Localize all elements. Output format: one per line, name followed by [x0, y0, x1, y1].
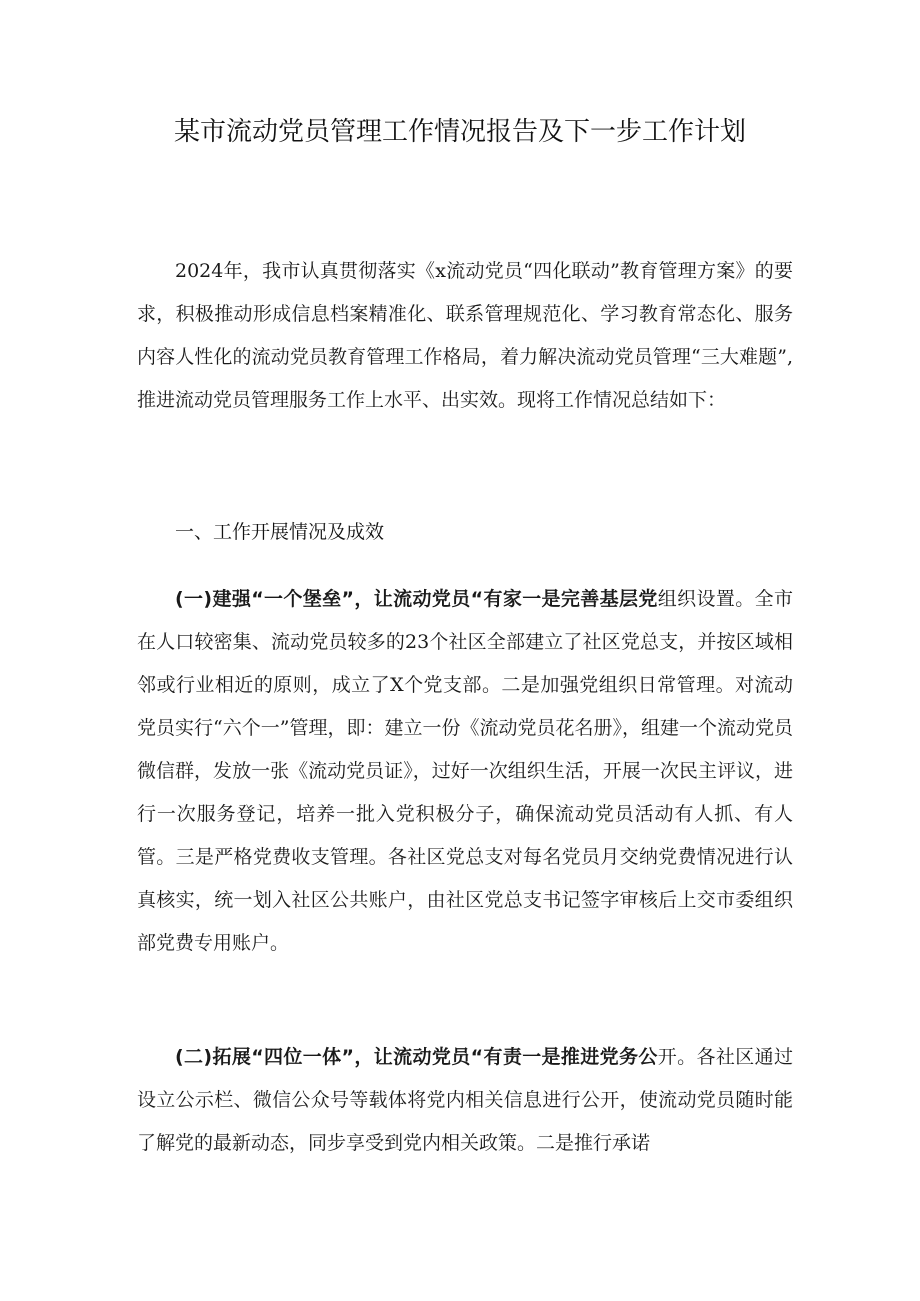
subsection-1-body: 组织设置。全市在人口较密集、流动党员较多的23个社区全部建立了社区党总支，并按区域相邻或行业相近的原则，成立了X个党支部。二是加强党组织日常管理。对流动党员实行“六个一”管理，即：建立一份《流动党员花名册》，组建一个流动党员微信群，发放一张《流动党员证》，过好一次组织生活，开展一次民主评议，进行一次服务登记，培养一批入党积极分子，确保流动党员活动有人抓、有人管。三是严格党费收支管理。各社区党总支对每名党员月交纳党费情况进行认真核实，统一划入社区公共账户，由社区党总支书记签字审核后上交市委组织部党费专用账户。: [137, 588, 793, 954]
subsection-2-body: 开。各社区通过设立公示栏、微信公众号等载体将党内相关信息进行公开，使流动党员随时能了解党的最新动态，同步享受到党内相关政策。二是推行承诺: [137, 1046, 793, 1154]
subsection-1-paragraph: [137, 578, 793, 965]
subsection-1-lead: (一)建强“一个堡垒”，让流动党员“有家一是完善基层党: [175, 588, 658, 610]
document-title: 某市流动党员管理工作情况报告及下一步工作计划: [173, 117, 746, 147]
section-heading: 一、工作开展情况及成效: [175, 521, 385, 543]
subsection-2-lead: (二)拓展“四位一体”，让流动党员“有责一是推进党务公: [175, 1046, 658, 1068]
subsection-2-paragraph: [137, 1036, 793, 1165]
intro-paragraph: 2024年，我市认真贯彻落实《x流动党员“四化联动”教育管理方案》的要求，积极推动形成信息档案精准化、联系管理规范化、学习教育常态化、服务内容人性化的流动党员教育管理工作格局，着力解决流动党员管理“三大难题”,推进流动党员管理服务工作上水平、出实效。现将工作情况总结如下：: [137, 260, 793, 411]
